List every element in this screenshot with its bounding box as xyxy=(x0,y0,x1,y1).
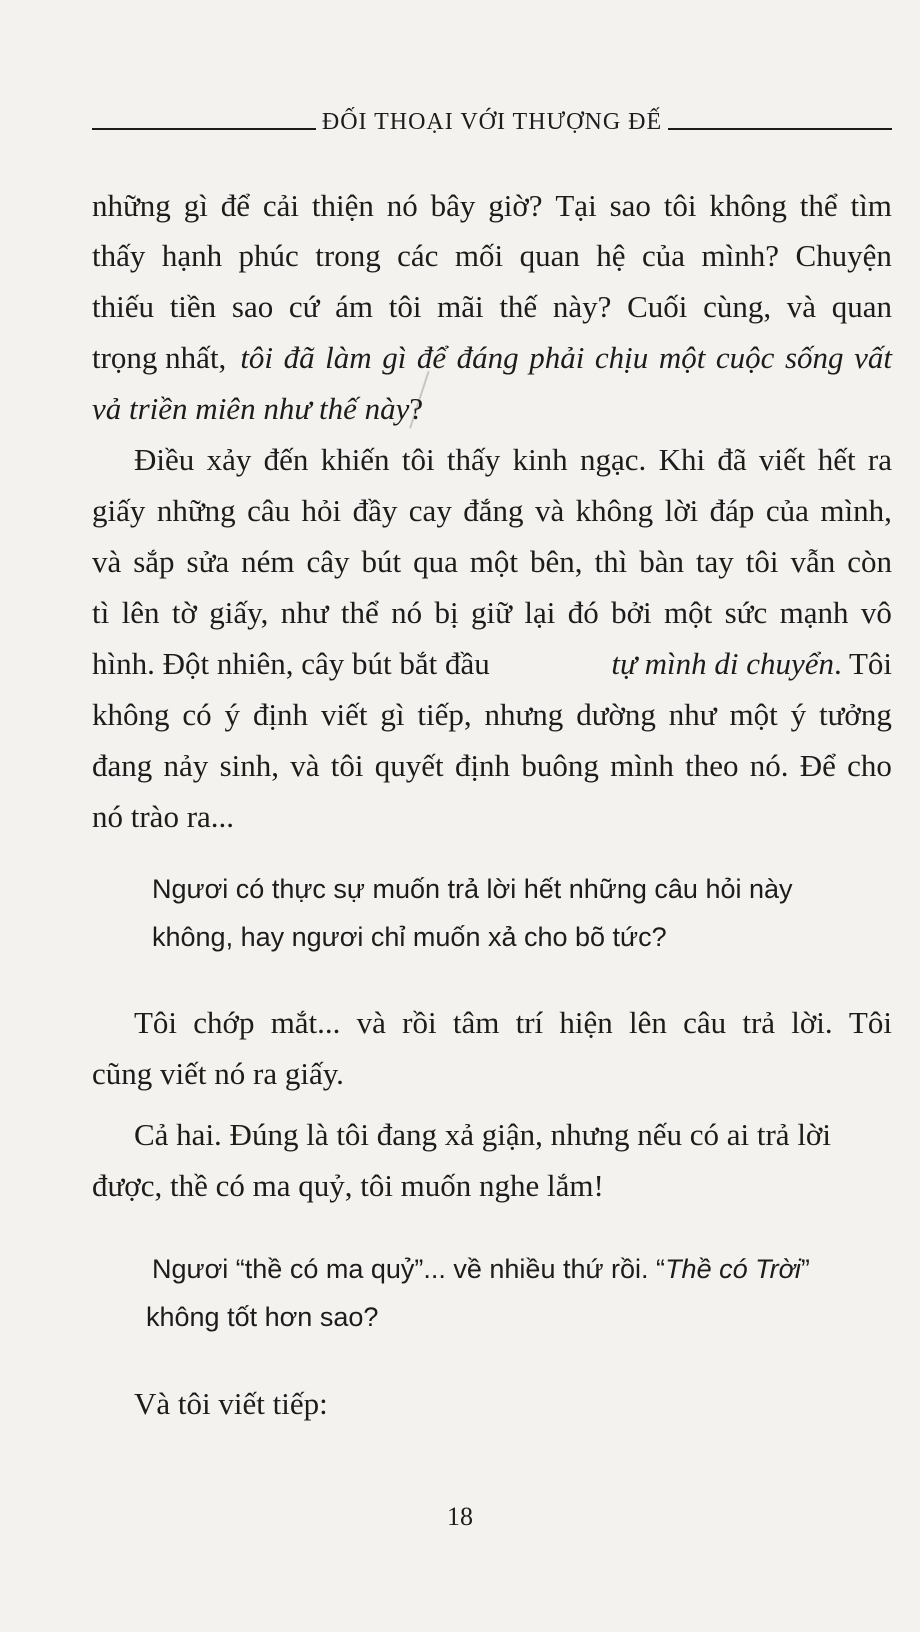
italic-text: tự mình di chuyển xyxy=(611,646,834,681)
word: cay xyxy=(408,493,452,528)
word: để xyxy=(416,340,447,375)
word: ném xyxy=(241,544,295,579)
word: thấy xyxy=(92,238,146,273)
body-text: trọng nhất, xyxy=(92,340,227,375)
word: những xyxy=(92,188,171,223)
word: ám xyxy=(335,289,374,324)
word: đang xyxy=(92,748,153,783)
word: cho xyxy=(847,748,892,783)
word: tâm xyxy=(452,1005,500,1040)
word: ngạc. xyxy=(579,442,647,477)
word: lên xyxy=(121,595,160,630)
word: tôi xyxy=(330,748,364,783)
word: quyết xyxy=(374,748,444,783)
word: mình xyxy=(610,748,674,783)
word: còn xyxy=(847,544,892,579)
word: cải xyxy=(262,188,299,223)
word: nảy xyxy=(163,748,209,783)
word: câu xyxy=(683,1005,727,1040)
word: sao xyxy=(231,289,274,324)
word: sắp xyxy=(133,544,175,579)
word: cứ xyxy=(288,289,320,324)
word: nhưng xyxy=(484,697,564,732)
god-reply-text: Ngươi “thề có ma quỷ”... về nhiều thứ rồi. “ xyxy=(152,1254,666,1284)
word: hiện xyxy=(559,1005,613,1040)
word: không xyxy=(92,697,170,732)
body-line xyxy=(134,1003,892,1043)
word: đó xyxy=(567,595,599,630)
page-number: 18 xyxy=(447,1502,473,1531)
body-text: hình. Đột nhiên, cây bút bắt đầu xyxy=(92,646,490,681)
word: giấy, xyxy=(209,595,269,630)
word: định xyxy=(454,748,511,783)
word: Chuyện xyxy=(795,238,892,273)
word: gì xyxy=(380,697,405,732)
word: quan xyxy=(831,289,892,324)
word: không xyxy=(709,188,787,223)
word: đắng xyxy=(463,493,524,528)
word: để xyxy=(220,188,250,223)
word: đã xyxy=(283,340,315,375)
word: vẫn xyxy=(790,544,836,579)
word: Tôi xyxy=(134,1005,178,1040)
body-line xyxy=(92,746,892,786)
word: định xyxy=(252,697,309,732)
word: Tôi xyxy=(848,1005,892,1040)
word: tôi xyxy=(388,289,422,324)
god-reply-line: Ngươi có thực sự muốn trả lời hết những câu hỏi này xyxy=(152,874,793,904)
god-reply-text: ” xyxy=(800,1254,810,1284)
word: mối xyxy=(454,238,504,273)
word: ý xyxy=(790,697,807,732)
word: lời. xyxy=(791,1005,833,1040)
word: phải xyxy=(529,340,585,375)
body-line xyxy=(134,440,892,480)
word: của xyxy=(642,238,686,273)
word: đến xyxy=(263,442,309,477)
word: khiến xyxy=(320,442,390,477)
word: thấy xyxy=(446,442,501,477)
word: lại xyxy=(524,595,556,630)
word: quan xyxy=(519,238,580,273)
word: tôi xyxy=(745,544,779,579)
word: mạnh xyxy=(779,595,849,630)
word: lên xyxy=(628,1005,667,1040)
word: tôi xyxy=(663,188,697,223)
running-header xyxy=(92,102,892,142)
word: và xyxy=(92,544,122,579)
word: và xyxy=(534,493,565,528)
word: cây xyxy=(306,544,350,579)
word: hết xyxy=(817,442,856,477)
body-text: ? xyxy=(409,391,424,426)
word: giờ? xyxy=(488,188,543,223)
word: mình, xyxy=(820,493,892,528)
word: thiện xyxy=(311,188,374,223)
word: có xyxy=(182,697,212,732)
word: tờ xyxy=(171,595,197,630)
body-line: Và tôi viết tiếp: xyxy=(134,1386,328,1421)
word: một xyxy=(469,544,519,579)
body-line xyxy=(92,186,892,226)
body-line xyxy=(92,644,892,684)
word: cuộc xyxy=(715,340,775,375)
word: mình? xyxy=(701,238,779,273)
body-line: cũng viết nó ra giấy. xyxy=(92,1056,344,1091)
body-line xyxy=(92,287,892,327)
italic-text xyxy=(240,338,892,378)
word: bên, xyxy=(530,544,583,579)
word: thì xyxy=(594,544,628,579)
body-line: Cả hai. Đúng là tôi đang xả giận, nhưng nếu có ai trả lời xyxy=(134,1117,831,1152)
body-line xyxy=(92,338,892,378)
word: đáp xyxy=(709,493,755,528)
word: thế xyxy=(499,289,538,324)
word: tôi xyxy=(401,442,435,477)
word: đã xyxy=(717,442,747,477)
word: bây xyxy=(430,188,476,223)
word: và xyxy=(356,1005,386,1040)
word: lời xyxy=(664,493,699,528)
god-reply-italic: Thề có Trời xyxy=(665,1254,801,1284)
word: một xyxy=(663,595,713,630)
word: Cuối xyxy=(627,289,688,324)
word: sinh, xyxy=(219,748,279,783)
word: và xyxy=(786,289,817,324)
word: bị xyxy=(434,595,459,630)
word: sống xyxy=(784,340,844,375)
word: tôi xyxy=(240,340,274,375)
word: thiếu xyxy=(92,289,154,324)
word: chịu xyxy=(594,340,649,375)
word: vô xyxy=(860,595,892,630)
word: trong xyxy=(315,238,381,273)
word: phúc xyxy=(238,238,299,273)
header-rule-right xyxy=(668,128,892,130)
word: tưởng xyxy=(819,697,892,732)
word: tìm xyxy=(850,188,892,223)
word: nó. xyxy=(749,748,789,783)
body-text-group xyxy=(611,644,892,684)
body-line xyxy=(92,236,892,276)
word: sao xyxy=(609,188,651,223)
header-rule-left xyxy=(92,128,316,130)
body-line: được, thề có ma quỷ, tôi muốn nghe lắm! xyxy=(92,1168,604,1203)
word: Để xyxy=(799,748,836,783)
word: trả xyxy=(742,1005,776,1040)
god-reply-line: không tốt hơn sao? xyxy=(146,1302,379,1332)
word: cùng, xyxy=(703,289,772,324)
word: gì xyxy=(382,340,407,375)
word: câu xyxy=(247,493,291,528)
body-line: nó trào ra... xyxy=(92,799,235,834)
header-title: ĐỐI THOẠI VỚI THƯỢNG ĐẾ xyxy=(321,108,663,135)
word: Tại xyxy=(555,188,597,223)
word: hệ xyxy=(596,238,626,273)
word: rồi xyxy=(402,1005,437,1040)
god-reply-line: không, hay ngươi chỉ muốn xả cho bõ tức? xyxy=(152,922,667,952)
word: chớp xyxy=(193,1005,255,1040)
word: tiếp, xyxy=(417,697,472,732)
word: làm xyxy=(325,340,372,375)
word: mãi xyxy=(437,289,484,324)
word: tiền xyxy=(169,289,217,324)
body-line xyxy=(92,491,892,531)
word: một xyxy=(729,697,778,732)
word: bàn xyxy=(639,544,684,579)
word: viết xyxy=(758,442,806,477)
word: của xyxy=(765,493,809,528)
body-line xyxy=(92,389,892,429)
word: và xyxy=(290,748,320,783)
word: đáng xyxy=(456,340,519,375)
word: như xyxy=(668,697,717,732)
body-text: . Tôi xyxy=(834,646,892,681)
body-line xyxy=(92,695,892,735)
word: theo xyxy=(685,748,739,783)
word: thể xyxy=(799,188,838,223)
word: hạnh xyxy=(161,238,223,273)
word: Điều xyxy=(134,442,195,477)
italic-text: vả triền miên như thế này xyxy=(92,391,410,426)
word: như xyxy=(280,595,329,630)
word: hỏi xyxy=(301,493,342,528)
word: ý xyxy=(224,697,241,732)
word: ra xyxy=(867,442,892,477)
word: vất xyxy=(854,340,892,375)
word: gì xyxy=(183,188,208,223)
word: kinh xyxy=(512,442,568,477)
word: tì xyxy=(92,595,110,630)
word: này? xyxy=(552,289,612,324)
word: một xyxy=(658,340,706,375)
word: sức xyxy=(724,595,768,630)
word: tay xyxy=(695,544,734,579)
word: xảy xyxy=(206,442,252,477)
god-reply-line xyxy=(152,1250,810,1288)
word: nó xyxy=(386,188,418,223)
word: không xyxy=(575,493,654,528)
word: viết xyxy=(320,697,368,732)
word: trí xyxy=(515,1005,544,1040)
word: buông xyxy=(521,748,599,783)
word: những xyxy=(156,493,236,528)
word: qua xyxy=(413,544,458,579)
word: các xyxy=(397,238,439,273)
word: giấy xyxy=(92,493,146,528)
word: dường xyxy=(576,697,656,732)
word: đầy xyxy=(352,493,398,528)
word: mắt... xyxy=(270,1005,341,1040)
word: giữ xyxy=(471,595,512,630)
word: nó xyxy=(391,595,423,630)
word: sửa xyxy=(186,544,230,579)
body-line xyxy=(92,593,892,633)
word: bởi xyxy=(611,595,652,630)
body-line xyxy=(92,542,892,582)
word: thể xyxy=(340,595,379,630)
word: bút xyxy=(361,544,402,579)
word: Khi xyxy=(658,442,706,477)
